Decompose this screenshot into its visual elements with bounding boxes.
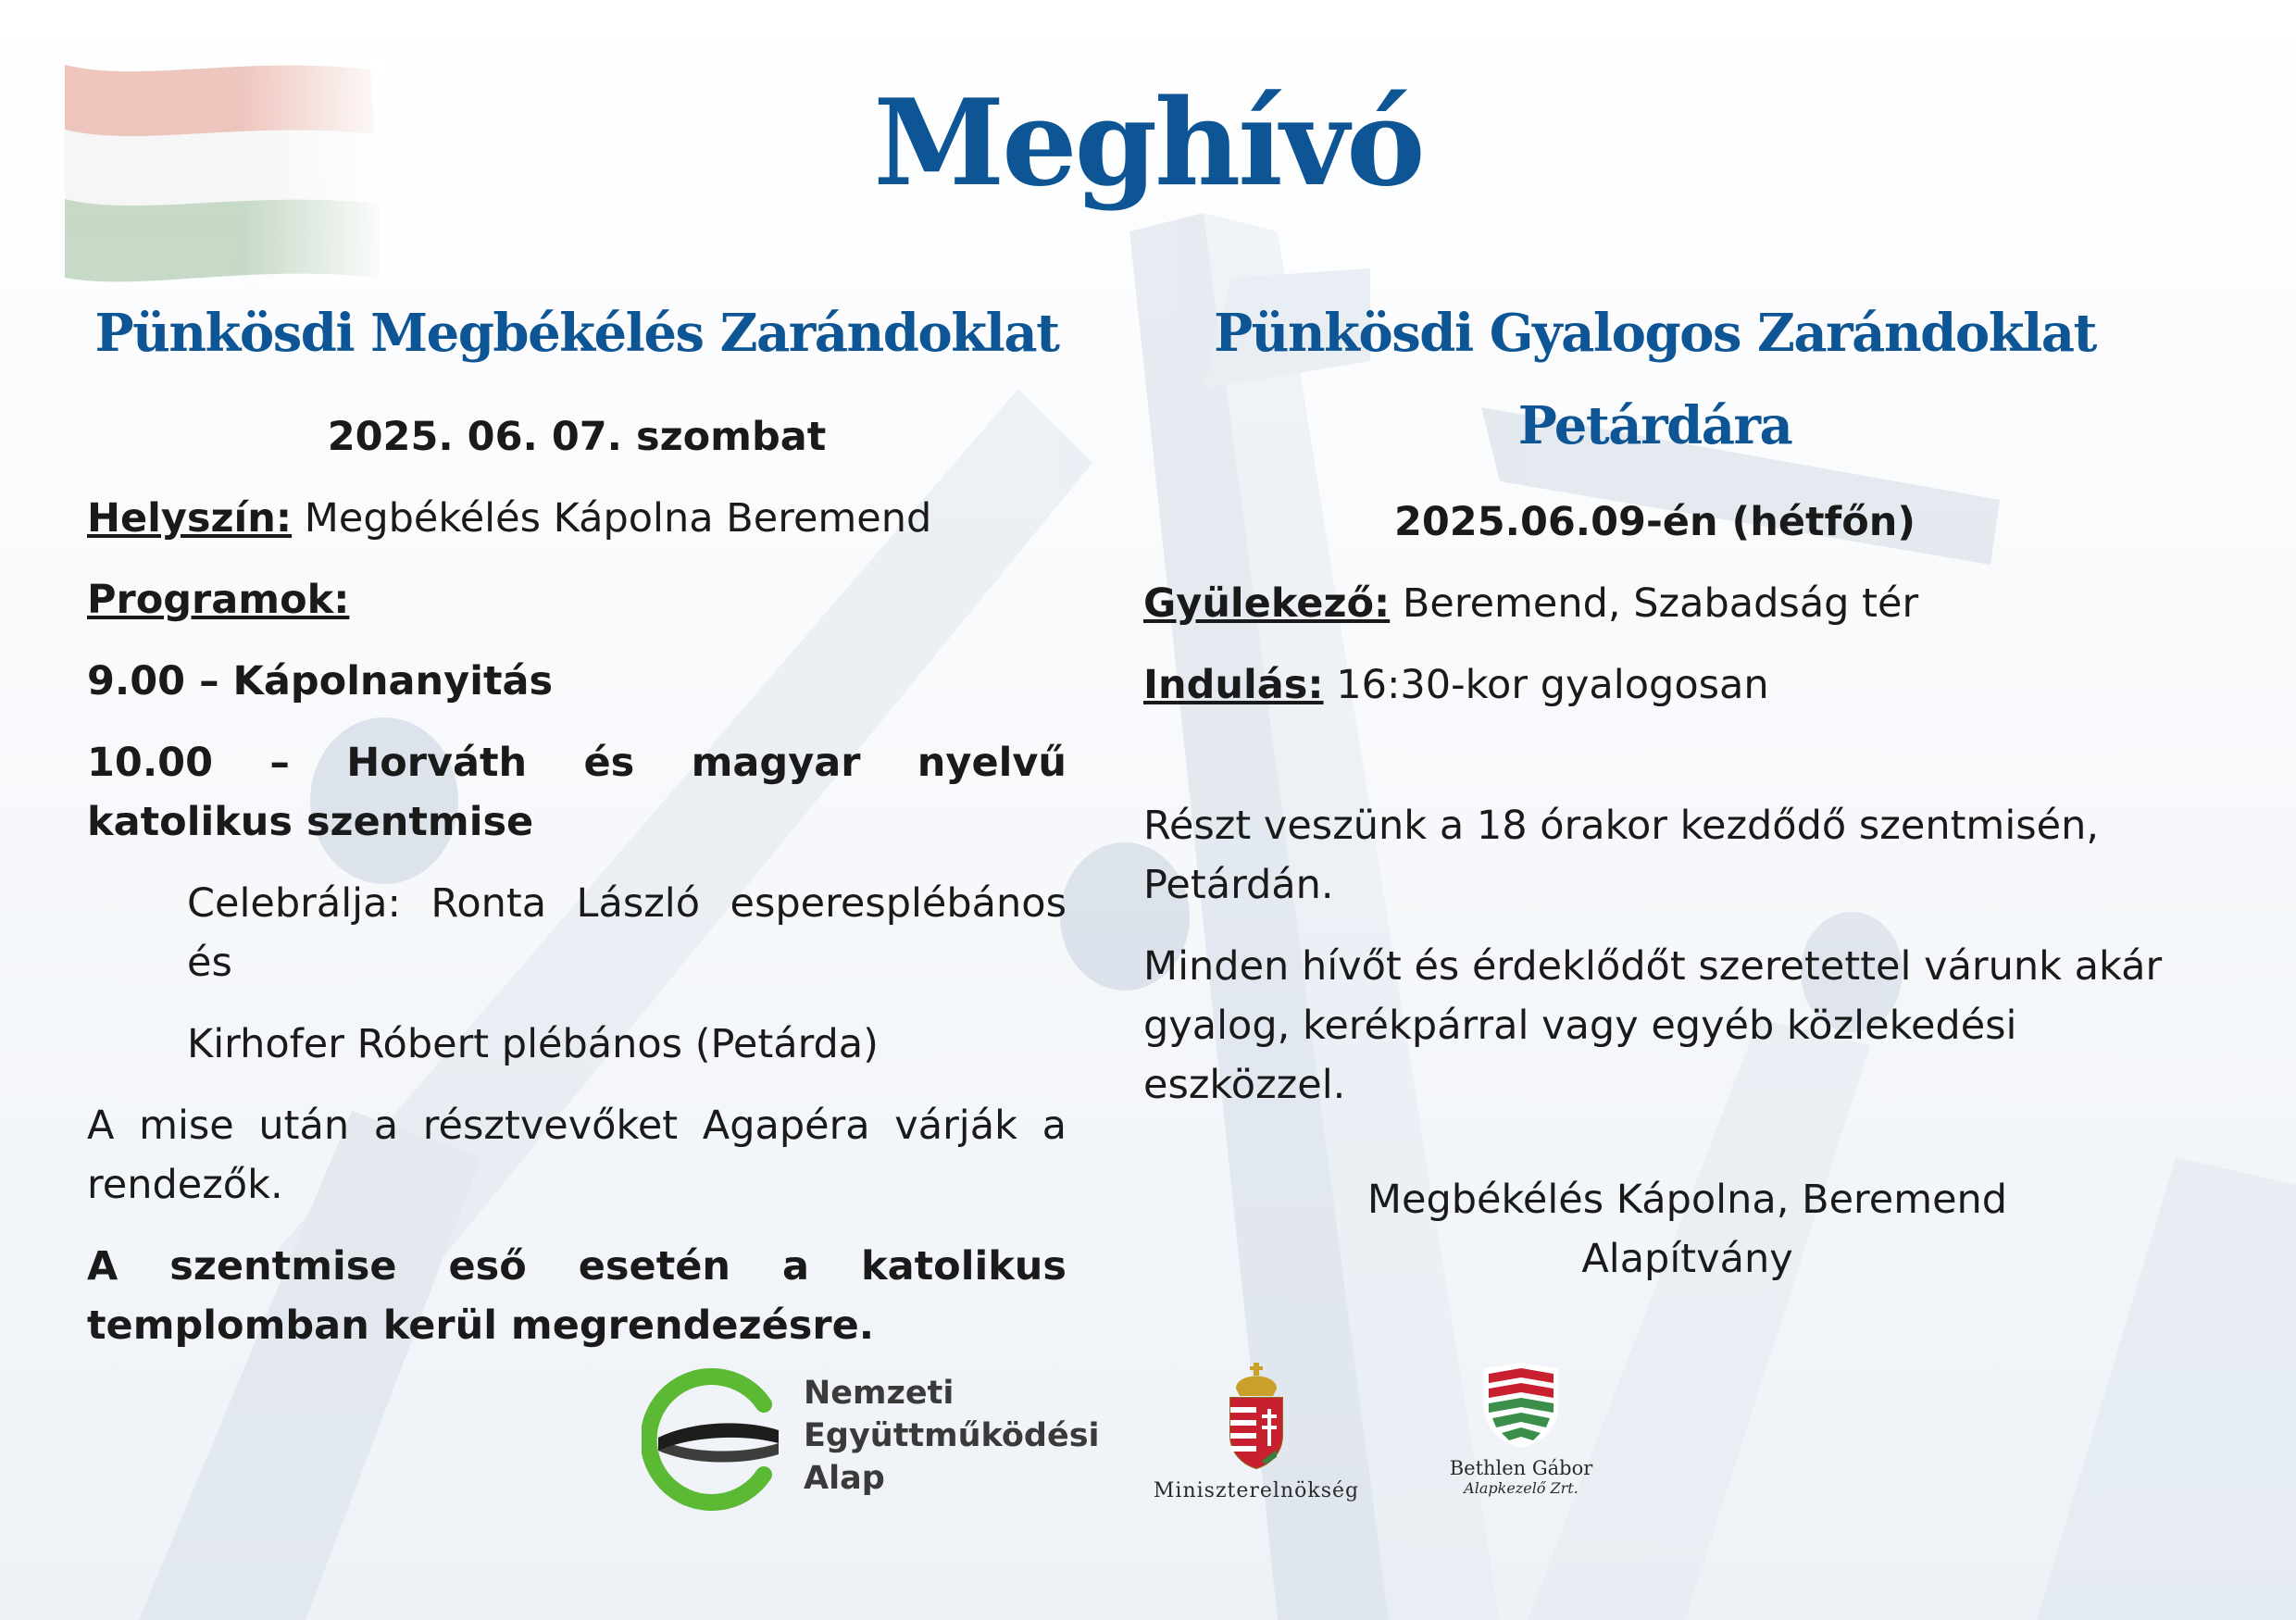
left-date: 2025. 06. 07. szombat (327, 414, 827, 460)
depart-label: Indulás: (1143, 662, 1324, 708)
bga-logo (1433, 1361, 1609, 1497)
left-heading: Pünkösdi Megbékélés Zarándoklat (94, 303, 1059, 364)
signature-line-2: Alapítvány (1581, 1236, 1793, 1282)
location-label: Helyszín: (87, 495, 293, 542)
nea-logo-icon (642, 1365, 790, 1514)
celebrant-line-2: Kirhofer Róbert plébános (Petárda) (187, 1021, 879, 1067)
organizer-signature (1143, 1170, 2166, 1289)
invite-note: Minden hívőt és érdeklődőt szeretettel várunk akár gyalog, kerékpárral vagy egyéb közlekedési eszközzel. (1143, 943, 2163, 1108)
page-title: Meghívó (873, 74, 1423, 213)
pm-logo (1131, 1361, 1381, 1502)
mass-note: Részt veszünk a 18 órakor kezdődő szentmisén, Petárdán. (1143, 803, 2100, 908)
sponsor-logos (0, 1352, 2296, 1518)
gather-value: Beremend, Szabadság tér (1390, 580, 1919, 627)
rain-note: A szentmise eső esetén a katolikus templomban kerül megrendezésre. (87, 1243, 1067, 1349)
nea-line-2: Együttműködési (804, 1417, 1100, 1454)
bga-logo-text: Bethlen Gábor (1449, 1457, 1593, 1479)
bga-emblem-icon (1479, 1361, 1563, 1450)
right-heading-line-2: Petárdára (1517, 395, 1792, 456)
programs-label: Programok: (87, 577, 350, 623)
agape-note: A mise után a résztvevőket Agapéra várják a rendezők. (87, 1103, 1067, 1208)
celebrant-line-1: Celebrálja: Ronta László esperesplébános és (187, 880, 1067, 986)
bga-logo-subtext: Alapkezelő Zrt. (1464, 1479, 1578, 1497)
depart-line (1143, 655, 2166, 715)
right-column (1143, 287, 2166, 1289)
program-item-opening: 9.00 – Kápolnanyitás (87, 658, 554, 704)
pm-logo-text: Miniszterelnökség (1153, 1479, 1360, 1502)
location-value: Megbékélés Kápolna Beremend (292, 495, 932, 542)
right-heading-line-1: Pünkösdi Gyalogos Zarándoklat (1214, 303, 2096, 364)
location-line (87, 489, 1067, 548)
nea-logo-text (804, 1372, 1100, 1500)
hungarian-coat-of-arms-icon (1219, 1361, 1293, 1472)
spacer (1143, 737, 2166, 796)
gather-label: Gyülekező: (1143, 580, 1391, 627)
depart-value: 16:30-kor gyalogosan (1323, 662, 1769, 708)
program-item-mass: 10.00 – Horváth és magyar nyelvű katolikus szentmise (87, 740, 1067, 845)
gather-line (1143, 574, 2166, 633)
left-column (87, 287, 1067, 1377)
nea-line-3: Alap (804, 1460, 885, 1497)
right-date: 2025.06.09-én (hétfőn) (1393, 499, 1916, 545)
signature-line-1: Megbékélés Kápolna, Beremend (1366, 1177, 2008, 1223)
nea-line-1: Nemzeti (804, 1375, 955, 1412)
